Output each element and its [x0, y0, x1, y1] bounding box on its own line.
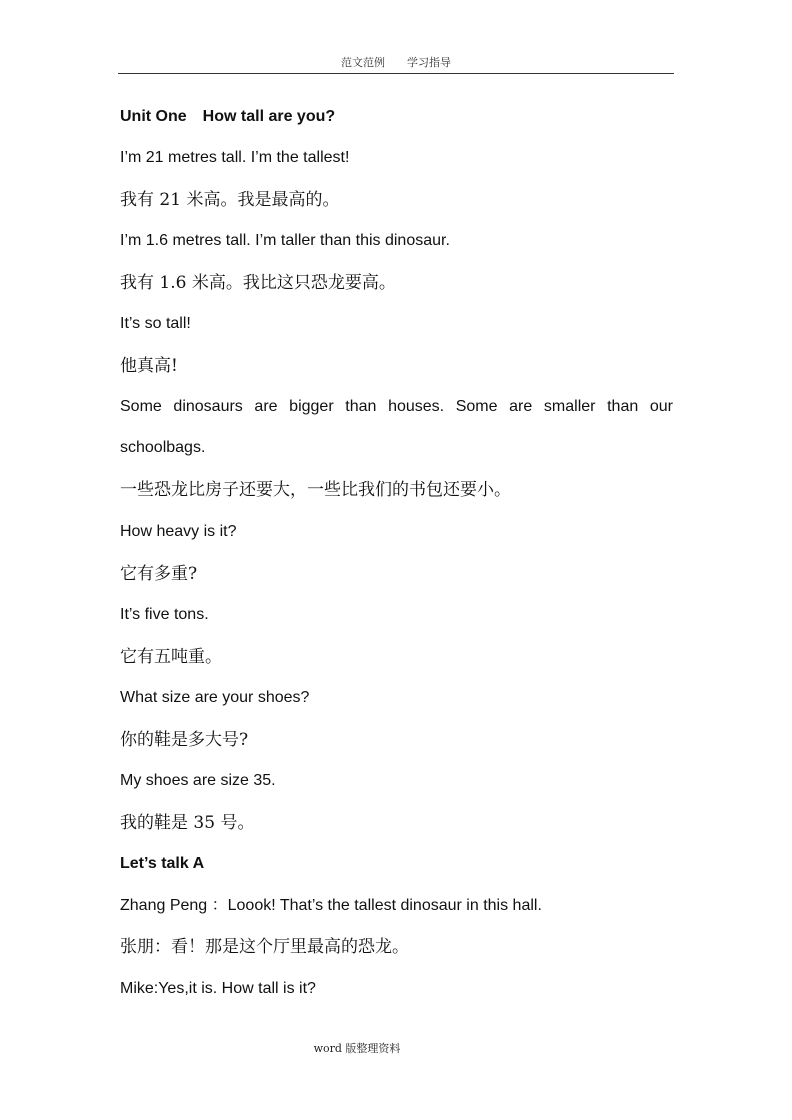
text-line-8: 一些恐龙比房子还要大，一些比我们的书包还要小。	[120, 480, 511, 500]
dialogue-line-1: Zhang Peng ：Loook! That’s the tallest dinosaur in this hall.	[120, 897, 542, 914]
text-line-6: 他真高!	[120, 356, 178, 376]
page-footer: word 版整理资料	[313, 1042, 401, 1055]
section-heading: Let’s talk A	[120, 855, 205, 872]
text-line-2: 我有 21 米高。我是最高的。	[120, 190, 340, 210]
text-line-11: It’s five tons.	[120, 606, 209, 623]
text-line-13: What size are your shoes?	[120, 689, 310, 706]
text-line-15: My shoes are size 35.	[120, 772, 276, 789]
page-header	[118, 55, 674, 74]
text-line-7a: Some dinosaurs are bigger than houses. Some are smaller than our	[120, 398, 673, 415]
unit-name: How tall are you?	[202, 108, 336, 125]
text-line-9: How heavy is it?	[120, 523, 237, 540]
text-line-16: 我的鞋是 35 号。	[120, 813, 255, 833]
text-line-7b: schoolbags.	[120, 439, 206, 456]
text-line-14: 你的鞋是多大号?	[120, 730, 249, 750]
unit-number: Unit One	[120, 108, 187, 125]
text-line-4: 我有 1.6 米高。我比这只恐龙要高。	[120, 273, 396, 293]
dialogue-line-2: 张朋：看！那是这个厅里最高的恐龙。	[120, 937, 409, 957]
header-left-text: 范文范例	[341, 56, 385, 69]
text-line-10: 它有多重?	[120, 564, 198, 584]
header-right-text: 学习指导	[407, 56, 451, 69]
text-line-1: I’m 21 metres tall. I’m the tallest!	[120, 149, 350, 166]
text-line-12: 它有五吨重。	[120, 647, 222, 667]
unit-title	[120, 106, 673, 128]
text-line-5: It’s so tall!	[120, 315, 191, 332]
text-line-3: I’m 1.6 metres tall. I’m taller than this dinosaur.	[120, 232, 450, 249]
dialogue-line-3: Mike:Yes,it is. How tall is it?	[120, 980, 316, 997]
